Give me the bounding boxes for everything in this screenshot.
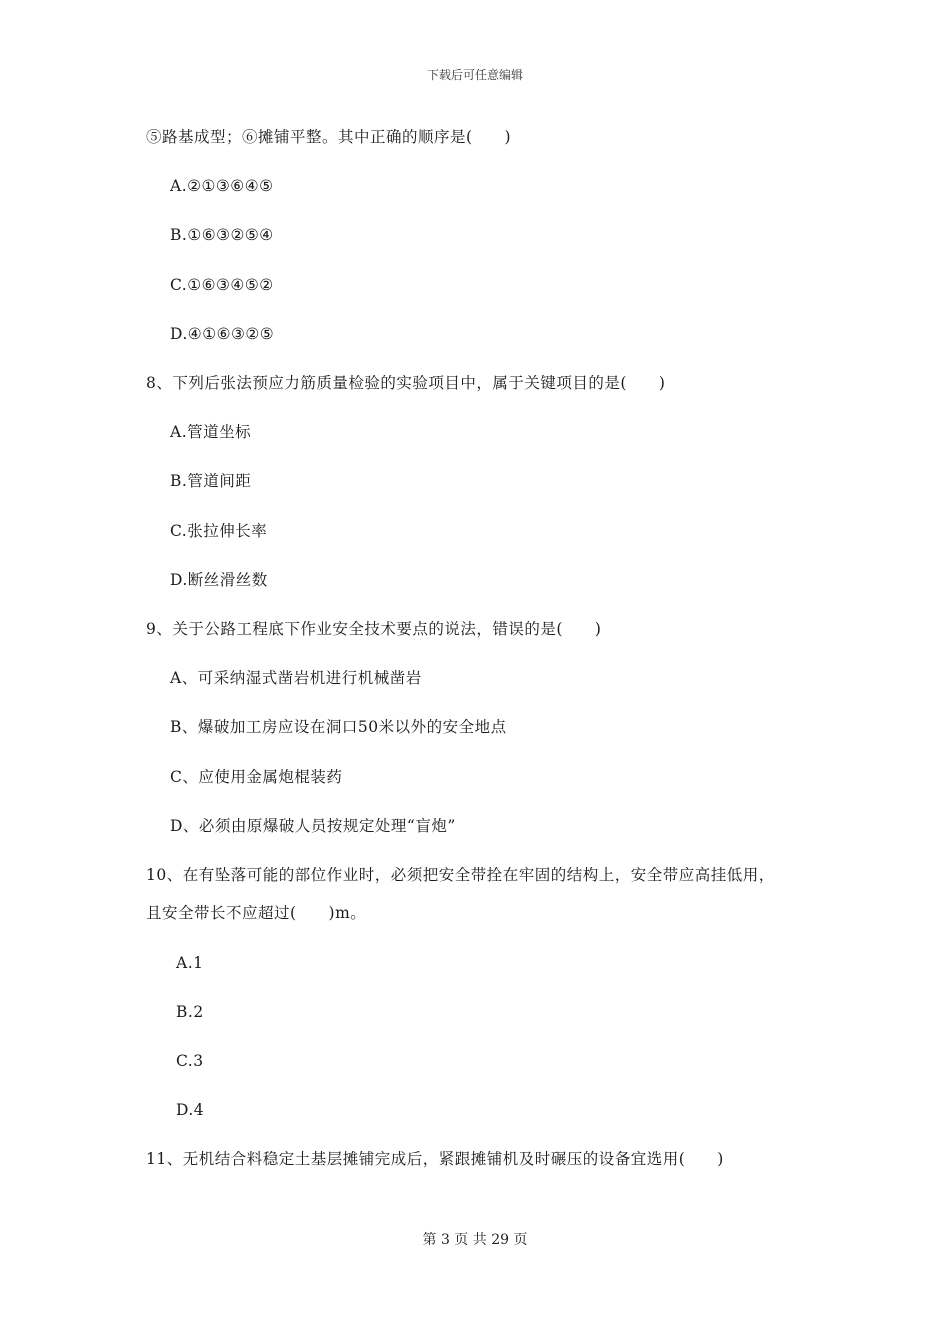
- q9-option-c: C、应使用金属炮棍装药: [170, 768, 343, 786]
- q10-option-a: A.1: [176, 954, 204, 972]
- page-header: 下载后可任意编辑: [426, 68, 523, 82]
- q8-option-b: B.管道间距: [170, 472, 252, 490]
- q10-option-d: D.4: [176, 1101, 205, 1119]
- q8-option-c: C.张拉伸长率: [170, 522, 268, 540]
- q8-stem: 8、下列后张法预应力筋质量检验的实验项目中，属于关键项目的是( ): [146, 374, 666, 392]
- q10-option-c: C.3: [176, 1052, 204, 1070]
- q9-option-b: B、爆破加工房应设在洞口50米以外的安全地点: [170, 718, 507, 736]
- q9-option-d: D、必须由原爆破人员按规定处理“盲炮”: [170, 817, 456, 835]
- q10-option-b: B.2: [176, 1003, 204, 1021]
- q7-continuation: ⑤路基成型；⑥摊铺平整。其中正确的顺序是( ): [146, 128, 512, 146]
- q9-option-a: A、可采纳湿式凿岩机进行机械凿岩: [170, 669, 422, 687]
- page-footer: 第 3 页 共 29 页: [422, 1232, 528, 1248]
- q8-option-d: D.断丝滑丝数: [170, 571, 268, 589]
- q7-option-c: C.①⑥③④⑤②: [170, 276, 274, 294]
- q10-stem-line2: 且安全带长不应超过( )m。: [146, 904, 367, 922]
- q7-option-d: D.④①⑥③②⑤: [170, 325, 275, 343]
- q7-option-a: A.②①③⑥④⑤: [170, 177, 274, 195]
- q11-stem: 11、无机结合料稳定土基层摊铺完成后，紧跟摊铺机及时碾压的设备宜选用( ): [146, 1150, 724, 1168]
- q7-option-b: B.①⑥③②⑤④: [170, 226, 274, 244]
- q8-option-a: A.管道坐标: [170, 423, 252, 441]
- q9-stem: 9、关于公路工程底下作业安全技术要点的说法，错误的是( ): [146, 620, 602, 638]
- q10-stem-line1: 10、在有坠落可能的部位作业时，必须把安全带拴在牢固的结构上，安全带应高挂低用，: [146, 866, 775, 884]
